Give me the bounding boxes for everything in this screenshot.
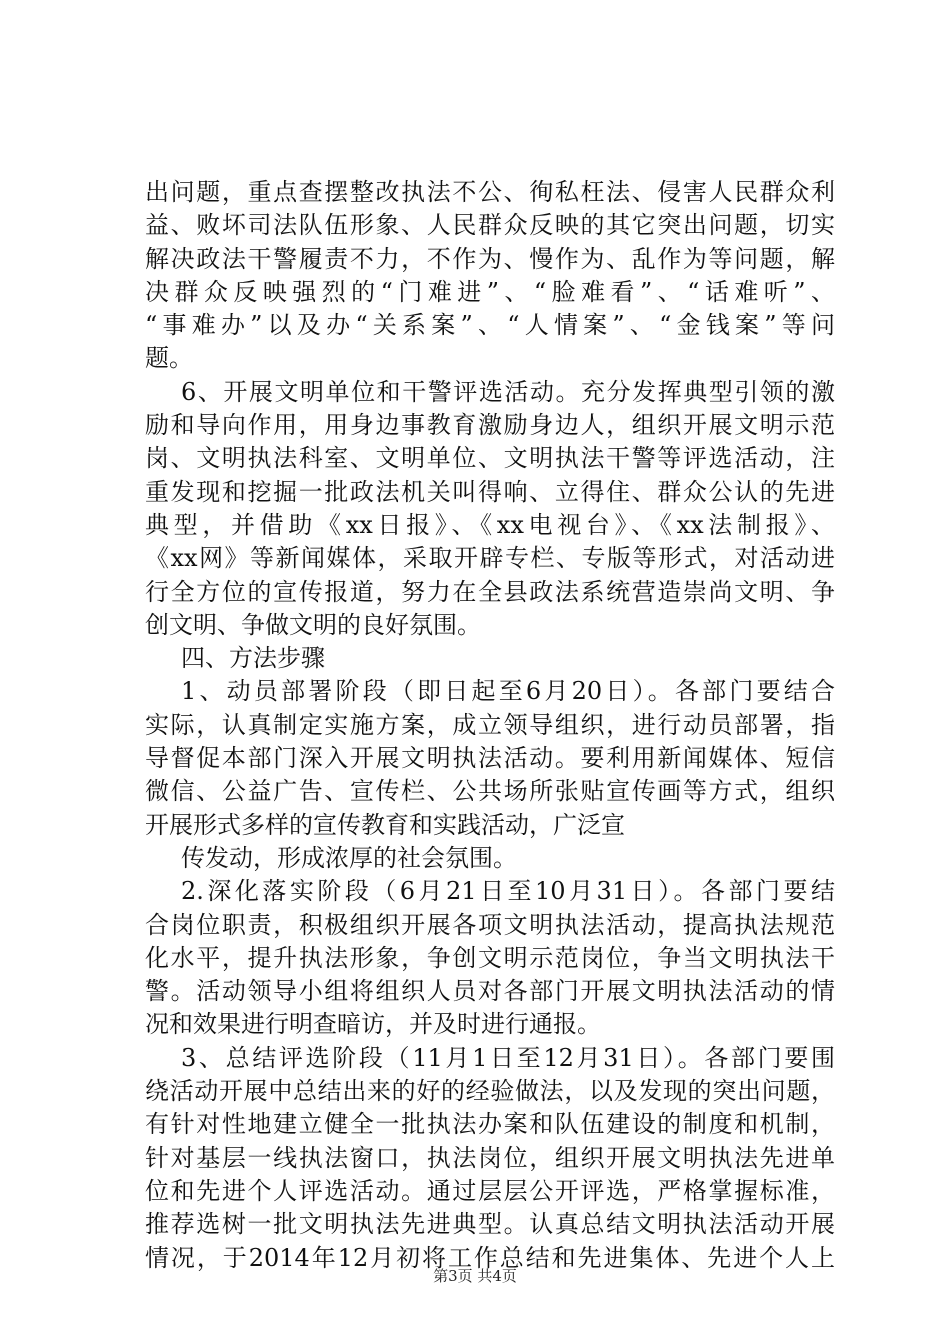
text-line: 导督促本部门深入开展文明执法活动。要利用新闻媒体、短信	[145, 744, 835, 773]
text-line: 况和效果进行明查暗访，并及时进行通报。	[145, 1010, 601, 1039]
text-line: 益、败坏司法队伍形象、人民群众反映的其它突出问题，切实	[145, 211, 835, 240]
text-line: “事难办”以及办“关系案”、“人情案”、“金钱案”等问	[145, 311, 835, 340]
section-heading: 四、方法步骤	[181, 644, 325, 673]
page-number-footer: 第3页 共4页	[433, 1267, 517, 1285]
text-line: 行全方位的宣传报道，努力在全县政法系统营造崇尚文明、争	[145, 577, 835, 606]
text-line: 化水平，提升执法形象，争创文明示范岗位，争当文明执法干	[145, 943, 835, 972]
text-line: 传发动，形成浓厚的社会氛围。	[181, 843, 517, 872]
text-line: 决群众反映强烈的“门难进”、“脸难看”、“话难听”、	[145, 277, 835, 306]
text-line: 有针对性地建立健全一批执法办案和队伍建设的制度和机制，	[145, 1110, 835, 1139]
text-line: 微信、公益广告、宣传栏、公共场所张贴宣传画等方式，组织	[145, 777, 835, 806]
text-line: 3、总结评选阶段（11月1日至12月31日）。各部门要围	[181, 1043, 835, 1072]
document-body	[145, 176, 835, 1275]
text-line: 开展形式多样的宣传教育和实践活动，广泛宣	[145, 810, 625, 839]
text-line: 重发现和挖掘一批政法机关叫得响、立得住、群众公认的先进	[145, 477, 835, 506]
text-line: 情况，于2014年12月初将工作总结和先进集体、先进个人上	[145, 1243, 835, 1272]
text-line: 位和先进个人评选活动。通过层层公开评选，严格掌握标准，	[145, 1176, 835, 1205]
text-line: 针对基层一线执法窗口，执法岗位，组织开展文明执法先进单	[145, 1143, 835, 1172]
text-line: 1、动员部署阶段（即日起至6月20日）。各部门要结合	[181, 677, 835, 706]
text-line: 创文明、争做文明的良好氛围。	[145, 610, 481, 639]
text-line: 推荐选树一批文明执法先进典型。认真总结文明执法活动开展	[145, 1210, 835, 1239]
text-line: 典型，并借助《xx日报》、《xx电视台》、《xx法制报》、	[145, 510, 835, 539]
text-line: 励和导向作用，用身边事教育激励身边人，组织开展文明示范	[145, 411, 835, 440]
text-line: 解决政法干警履责不力，不作为、慢作为、乱作为等问题，解	[145, 244, 835, 273]
text-line: 合岗位职责，积极组织开展各项文明执法活动，提高执法规范	[145, 910, 835, 939]
text-line: 警。活动领导小组将组织人员对各部门开展文明执法活动的情	[145, 977, 835, 1006]
text-line: 题。	[145, 344, 193, 373]
text-line: 出问题，重点查摆整改执法不公、徇私枉法、侵害人民群众利	[145, 178, 835, 206]
text-line: 绕活动开展中总结出来的好的经验做法，以及发现的突出问题，	[145, 1077, 835, 1106]
text-line: 6、开展文明单位和干警评选活动。充分发挥典型引领的激	[181, 377, 835, 406]
text-line: 实际，认真制定实施方案，成立领导组织，进行动员部署，指	[145, 710, 835, 739]
text-line: 岗、文明执法科室、文明单位、文明执法干警等评选活动，注	[145, 444, 835, 473]
text-line: 2.深化落实阶段（6月21日至10月31日）。各部门要结	[181, 877, 835, 906]
text-line: 《xx网》等新闻媒体，采取开辟专栏、专版等形式，对活动进	[145, 544, 835, 573]
